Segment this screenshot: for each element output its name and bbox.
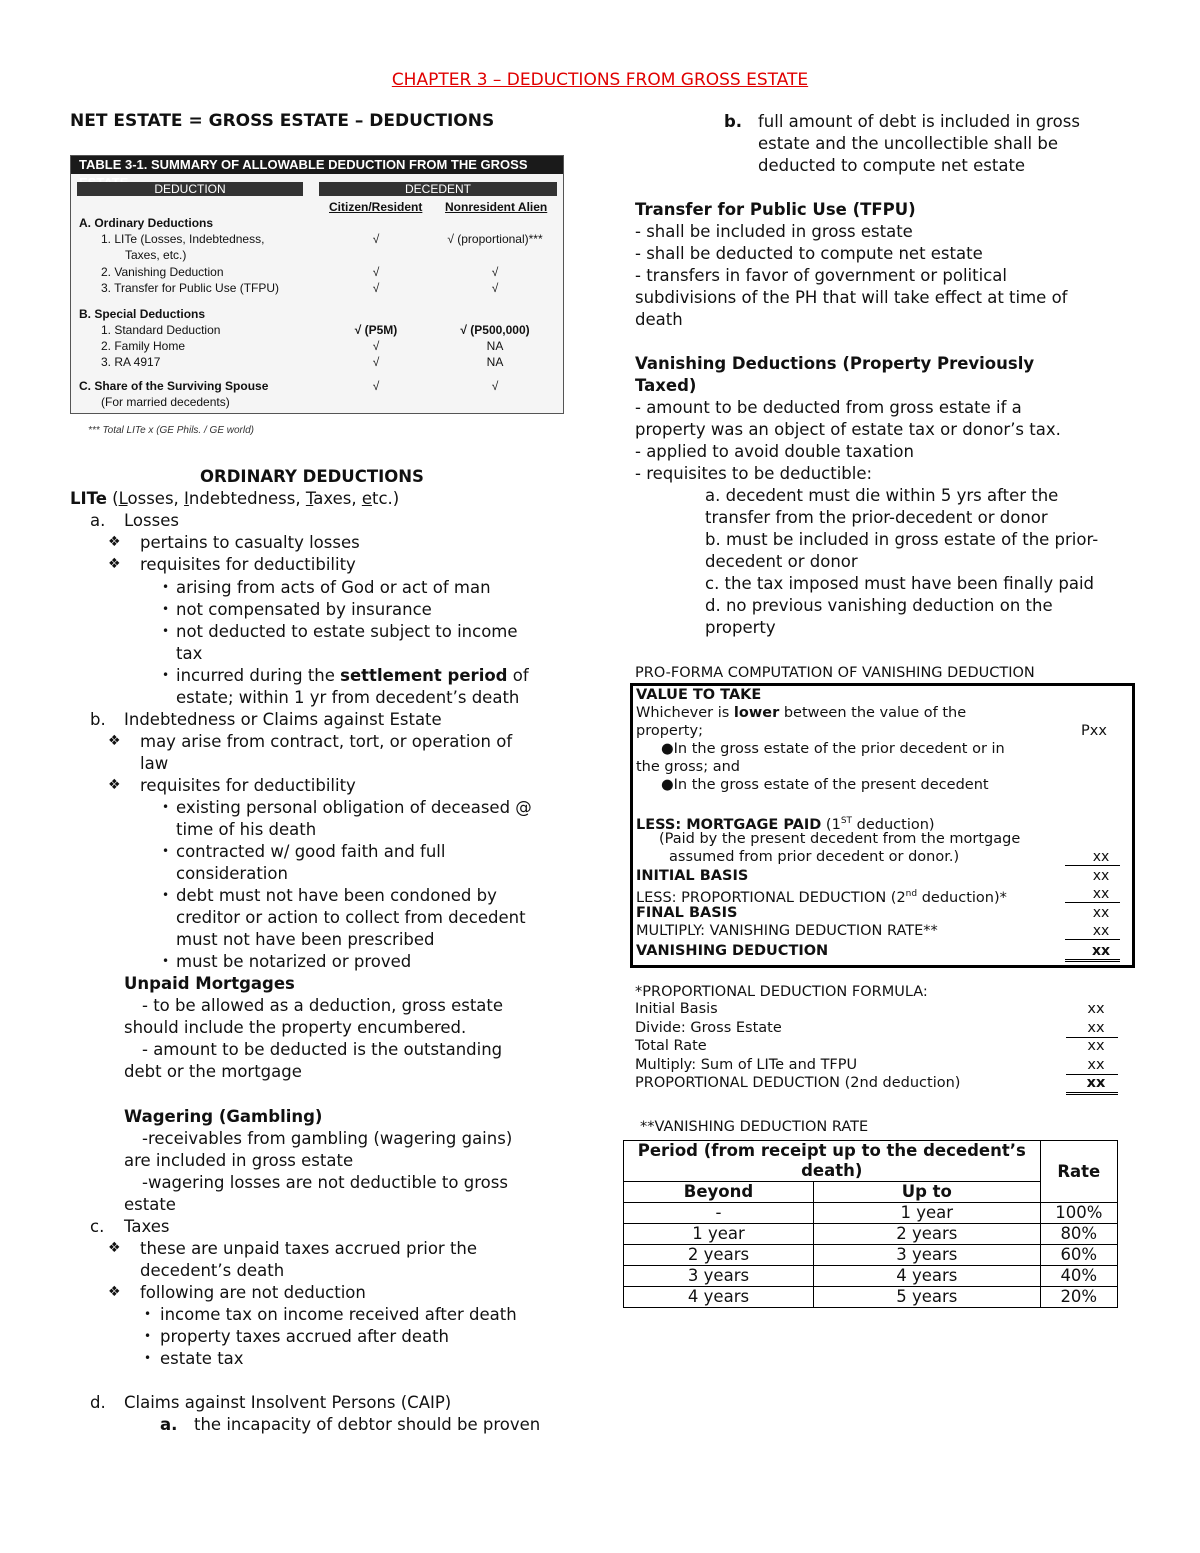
summary-row-label: (For married decedents) bbox=[101, 395, 230, 409]
amount-xx: xx bbox=[1092, 849, 1110, 865]
rate-table-row bbox=[624, 1245, 1118, 1266]
col-nra: Nonresident Alien bbox=[445, 200, 548, 214]
summary-nra-cell: √ bbox=[491, 379, 499, 393]
tfpu-heading: Transfer for Public Use (TFPU) bbox=[635, 200, 916, 219]
bullet-icon: • bbox=[144, 1351, 152, 1365]
rate-cell-beyond: 2 years bbox=[624, 1245, 814, 1266]
requisite-line: d. no previous vanishing deduction on the bbox=[705, 596, 1053, 615]
diamond-bullet-icon: ❖ bbox=[108, 777, 121, 793]
paragraph-line: full amount of debt is included in gross bbox=[758, 112, 1080, 131]
rate-cell-beyond: 4 years bbox=[624, 1287, 814, 1308]
paragraph-line: debt or the mortgage bbox=[124, 1062, 302, 1081]
list-marker-d: d. bbox=[90, 1393, 106, 1412]
proportional-row-value: xx bbox=[1087, 1056, 1105, 1073]
list-item: must be notarized or proved bbox=[176, 952, 412, 971]
summary-nra-cell: √ (proportional)*** bbox=[447, 232, 543, 246]
rate-table-row bbox=[624, 1266, 1118, 1287]
amount-xx: xx bbox=[1092, 886, 1110, 902]
diamond-bullet-icon: ❖ bbox=[108, 556, 121, 572]
diamond-bullet-icon: ❖ bbox=[108, 1240, 121, 1256]
paragraph-line: -wagering losses are not deductible to gross bbox=[142, 1173, 508, 1192]
amount-xx: xx bbox=[1092, 923, 1110, 939]
bullet-icon: • bbox=[162, 888, 170, 902]
ordinary-deductions-heading: ORDINARY DEDUCTIONS bbox=[200, 467, 424, 486]
paragraph-line: estate bbox=[124, 1195, 176, 1214]
paragraph-line: property was an object of estate tax or donor’s tax. bbox=[635, 420, 1061, 439]
paragraph-line: - applied to avoid double taxation bbox=[635, 442, 914, 461]
list-item: not compensated by insurance bbox=[176, 600, 432, 619]
summary-row-label: 1. LITe (Losses, Indebtedness, bbox=[101, 232, 265, 246]
list-item: requisites for deductibility bbox=[140, 555, 356, 574]
summary-nra-cell: NA bbox=[486, 355, 504, 369]
paragraph-line: - shall be included in gross estate bbox=[635, 222, 913, 241]
rate-cell-upto: 5 years bbox=[814, 1287, 1041, 1308]
summary-citizen-cell: √ bbox=[372, 265, 380, 279]
list-item: property taxes accrued after death bbox=[160, 1327, 450, 1346]
col-deduction: DEDUCTION bbox=[77, 182, 303, 196]
less-proportional: LESS: PROPORTIONAL DEDUCTION (2nd deduction)* bbox=[636, 889, 1007, 906]
bullet-icon: • bbox=[162, 800, 170, 814]
paid-note: (Paid by the present decedent from the mortgage bbox=[659, 831, 1021, 847]
summary-citizen-cell: √ bbox=[372, 379, 380, 393]
bullet-icon: ● bbox=[661, 741, 674, 757]
list-marker-b: b. bbox=[90, 710, 106, 729]
rate-cell-beyond: 3 years bbox=[624, 1266, 814, 1287]
amount-xx: xx bbox=[1092, 905, 1110, 921]
list-item-cont: must not have been prescribed bbox=[176, 930, 435, 949]
paragraph-line: estate and the uncollectible shall be bbox=[758, 134, 1058, 153]
lite-heading: LITe (Losses, Indebtedness, Taxes, etc.) bbox=[70, 489, 400, 508]
proforma-box bbox=[630, 683, 1135, 968]
proportional-row-value: xx bbox=[1087, 1038, 1105, 1054]
proportional-heading: *PROPORTIONAL DEDUCTION FORMULA: bbox=[635, 984, 928, 1000]
paragraph-line: -receivables from gambling (wagering gains) bbox=[142, 1129, 513, 1148]
pxx-value: Pxx bbox=[1081, 723, 1107, 739]
col-citizen: Citizen/Resident bbox=[329, 200, 423, 214]
list-item: the incapacity of debtor should be proven bbox=[194, 1415, 541, 1434]
requisite-line: a. decedent must die within 5 yrs after the bbox=[705, 486, 1059, 505]
rate-cell-upto: 4 years bbox=[814, 1266, 1041, 1287]
list-marker: b. bbox=[724, 112, 743, 131]
bullet-icon: • bbox=[162, 580, 170, 594]
list-item: may arise from contract, tort, or operation of bbox=[140, 732, 513, 751]
bullet-icon: • bbox=[144, 1307, 152, 1321]
bullet-icon: • bbox=[144, 1329, 152, 1343]
property-line: property; bbox=[636, 723, 703, 739]
diamond-bullet-icon: ❖ bbox=[108, 733, 121, 749]
less-mortgage-line: LESS: MORTGAGE PAID (1ST deduction) bbox=[636, 816, 935, 833]
list-item: not deducted to estate subject to income bbox=[176, 622, 518, 641]
proportional-row-label: PROPORTIONAL DEDUCTION (2nd deduction) bbox=[635, 1075, 961, 1091]
requisite-line: b. must be included in gross estate of the prior- bbox=[705, 530, 1099, 549]
summary-citizen-cell: √ bbox=[372, 339, 380, 353]
bullet-line: ●In the gross estate of the present decedent bbox=[661, 777, 989, 793]
beyond-header: Beyond bbox=[624, 1182, 814, 1203]
rate-table-row bbox=[624, 1224, 1118, 1245]
amount-xx: xx bbox=[1092, 868, 1110, 884]
summary-nra-cell: NA bbox=[486, 339, 504, 353]
double-underline-rule bbox=[1065, 959, 1120, 962]
rate-cell-rate: 20% bbox=[1040, 1287, 1117, 1308]
rate-table-row bbox=[624, 1203, 1118, 1224]
summary-row-label: 3. Transfer for Public Use (TFPU) bbox=[101, 281, 280, 295]
bullet-icon: ● bbox=[661, 777, 674, 793]
diamond-bullet-icon: ❖ bbox=[108, 534, 121, 550]
proportional-row-label: Total Rate bbox=[635, 1038, 707, 1054]
paragraph-line: are included in gross estate bbox=[124, 1151, 354, 1170]
indebtedness-label: Indebtedness or Claims against Estate bbox=[124, 710, 442, 729]
summary-citizen-cell: √ bbox=[372, 355, 380, 369]
wagering-heading: Wagering (Gambling) bbox=[124, 1107, 323, 1126]
list-item-cont: tax bbox=[176, 644, 203, 663]
underline-rule bbox=[1065, 865, 1120, 866]
value-to-take: VALUE TO TAKE bbox=[636, 687, 762, 703]
paragraph-line: - shall be deducted to compute net estate bbox=[635, 244, 983, 263]
paragraph-line: - to be allowed as a deduction, gross estate bbox=[142, 996, 504, 1015]
list-item-cont: decedent’s death bbox=[140, 1261, 285, 1280]
list-item: existing personal obligation of deceased @ bbox=[176, 798, 532, 817]
vanishing-rate-table bbox=[623, 1140, 1118, 1308]
final-basis: FINAL BASIS bbox=[636, 905, 738, 921]
summary-table-note: *** Total LITe x (GE Phils. / GE world) bbox=[88, 425, 254, 436]
bullet-icon: • bbox=[162, 624, 170, 638]
summary-nra-cell: √ (P500,000) bbox=[460, 323, 530, 337]
proportional-row-value: xx bbox=[1087, 1019, 1105, 1036]
summary-citizen-cell: √ bbox=[372, 281, 380, 295]
rate-header: Rate bbox=[1040, 1141, 1117, 1203]
summary-table-title: TABLE 3-1. SUMMARY OF ALLOWABLE DEDUCTION FROM THE GROSS bbox=[71, 156, 563, 174]
summary-citizen-cell: √ (P5M) bbox=[354, 323, 398, 337]
rate-cell-beyond: 1 year bbox=[624, 1224, 814, 1245]
underline-rule bbox=[1065, 902, 1120, 903]
paragraph-line: death bbox=[635, 310, 683, 329]
initial-basis: INITIAL BASIS bbox=[636, 868, 749, 884]
rate-cell-upto: 3 years bbox=[814, 1245, 1041, 1266]
list-marker-a: a. bbox=[90, 511, 106, 530]
summary-row-label: 1. Standard Deduction bbox=[101, 323, 221, 337]
paragraph-line: deducted to compute net estate bbox=[758, 156, 1026, 175]
multiply-rate: MULTIPLY: VANISHING DEDUCTION RATE** bbox=[636, 923, 938, 939]
double-underline-rule bbox=[1066, 1092, 1118, 1095]
proportional-row-label: Divide: Gross Estate bbox=[635, 1019, 782, 1036]
list-item: arising from acts of God or act of man bbox=[176, 578, 491, 597]
list-marker: a. bbox=[160, 1415, 178, 1434]
list-item-cont: law bbox=[140, 754, 169, 773]
list-item: these are unpaid taxes accrued prior the bbox=[140, 1239, 478, 1258]
bullet-icon: • bbox=[162, 844, 170, 858]
amount-xx-total: xx bbox=[1091, 943, 1111, 959]
paragraph-line: - amount to be deducted is the outstanding bbox=[142, 1040, 503, 1059]
list-item: debt must not have been condoned by bbox=[176, 886, 497, 905]
bullet-icon: • bbox=[162, 602, 170, 616]
paragraph-line: should include the property encumbered. bbox=[124, 1018, 467, 1037]
proforma-heading: PRO-FORMA COMPUTATION OF VANISHING DEDUCTION bbox=[635, 665, 1035, 681]
requisite-line: property bbox=[705, 618, 776, 637]
list-item-cont: consideration bbox=[176, 864, 288, 883]
list-item: pertains to casualty losses bbox=[140, 533, 360, 552]
rate-cell-rate: 100% bbox=[1040, 1203, 1117, 1224]
summary-row-label: Taxes, etc.) bbox=[125, 248, 187, 262]
summary-citizen-cell: √ bbox=[372, 232, 380, 246]
list-item: estate tax bbox=[160, 1349, 244, 1368]
summary-row-label: C. Share of the Surviving Spouse bbox=[79, 379, 269, 393]
caip-label: Claims against Insolvent Persons (CAIP) bbox=[124, 1393, 452, 1412]
list-item: requisites for deductibility bbox=[140, 776, 356, 795]
bullet-icon: • bbox=[162, 668, 170, 682]
paragraph-line: - requisites to be deductible: bbox=[635, 464, 873, 483]
proportional-row-label: Initial Basis bbox=[635, 1001, 718, 1017]
page-title: CHAPTER 3 – DEDUCTIONS FROM GROSS ESTATE bbox=[391, 70, 809, 90]
bullet-line: ●In the gross estate of the prior decedent or in bbox=[661, 741, 1005, 757]
rate-cell-rate: 60% bbox=[1040, 1245, 1117, 1266]
underline-rule bbox=[1065, 939, 1120, 940]
paragraph-line: - amount to be deducted from gross estate if a bbox=[635, 398, 1022, 417]
paragraph-line: - transfers in favor of government or political bbox=[635, 266, 1007, 285]
col-decedent: DECEDENT bbox=[319, 182, 557, 196]
net-estate-formula: NET ESTATE = GROSS ESTATE – DEDUCTIONS bbox=[70, 111, 495, 131]
diamond-bullet-icon: ❖ bbox=[108, 1284, 121, 1300]
requisite-line: c. the tax imposed must have been finally paid bbox=[705, 574, 1094, 593]
rate-table-heading: **VANISHING DEDUCTION RATE bbox=[640, 1119, 869, 1135]
taxes-label: Taxes bbox=[124, 1217, 170, 1236]
list-item: income tax on income received after death bbox=[160, 1305, 517, 1324]
summary-row-label: A. Ordinary Deductions bbox=[79, 216, 214, 230]
vanishing-heading: Vanishing Deductions (Property Previously bbox=[635, 354, 1035, 373]
rate-cell-upto: 2 years bbox=[814, 1224, 1041, 1245]
list-marker-c: c. bbox=[90, 1217, 105, 1236]
summary-row-label: 3. RA 4917 bbox=[101, 355, 161, 369]
period-header: Period (from receipt up to the decedent’s death) bbox=[624, 1141, 1041, 1182]
summary-nra-cell: √ bbox=[491, 281, 499, 295]
summary-table-image bbox=[70, 155, 564, 414]
proportional-row-value: xx bbox=[1087, 1001, 1105, 1017]
rate-cell-beyond: - bbox=[624, 1203, 814, 1224]
list-item: contracted w/ good faith and full bbox=[176, 842, 446, 861]
rate-cell-upto: 1 year bbox=[814, 1203, 1041, 1224]
unpaid-mortgages-heading: Unpaid Mortgages bbox=[124, 974, 295, 993]
rate-cell-rate: 80% bbox=[1040, 1224, 1117, 1245]
requisite-line: decedent or donor bbox=[705, 552, 858, 571]
requisite-line: transfer from the prior-decedent or donor bbox=[705, 508, 1048, 527]
whichever-line: Whichever is lower between the value of the bbox=[636, 705, 967, 721]
vanishing-deduction-total: VANISHING DEDUCTION bbox=[636, 943, 829, 959]
summary-nra-cell: √ bbox=[491, 265, 499, 279]
vanishing-heading-cont: Taxed) bbox=[635, 376, 697, 395]
summary-row-label: 2. Vanishing Deduction bbox=[101, 265, 224, 279]
list-item-cont: creditor or action to collect from decedent bbox=[176, 908, 526, 927]
list-item-cont: estate; within 1 yr from decedent’s death bbox=[176, 688, 520, 707]
proportional-row-label: Multiply: Sum of LITe and TFPU bbox=[635, 1056, 858, 1073]
proportional-row-value: xx bbox=[1086, 1075, 1106, 1091]
summary-row-label: B. Special Deductions bbox=[79, 307, 206, 321]
list-item-cont: time of his death bbox=[176, 820, 317, 839]
list-item: following are not deduction bbox=[140, 1283, 366, 1302]
rate-table-row bbox=[624, 1287, 1118, 1308]
upto-header: Up to bbox=[814, 1182, 1041, 1203]
rate-cell-rate: 40% bbox=[1040, 1266, 1117, 1287]
paid-note-cont: assumed from prior decedent or donor.) bbox=[669, 849, 960, 865]
list-item: incurred during the settlement period of bbox=[176, 666, 529, 685]
paragraph-line: subdivisions of the PH that will take effect at time of bbox=[635, 288, 1068, 307]
summary-row-label: 2. Family Home bbox=[101, 339, 186, 353]
bullet-icon: • bbox=[162, 954, 170, 968]
bullet-line-cont: the gross; and bbox=[636, 759, 741, 775]
losses-label: Losses bbox=[124, 511, 179, 530]
